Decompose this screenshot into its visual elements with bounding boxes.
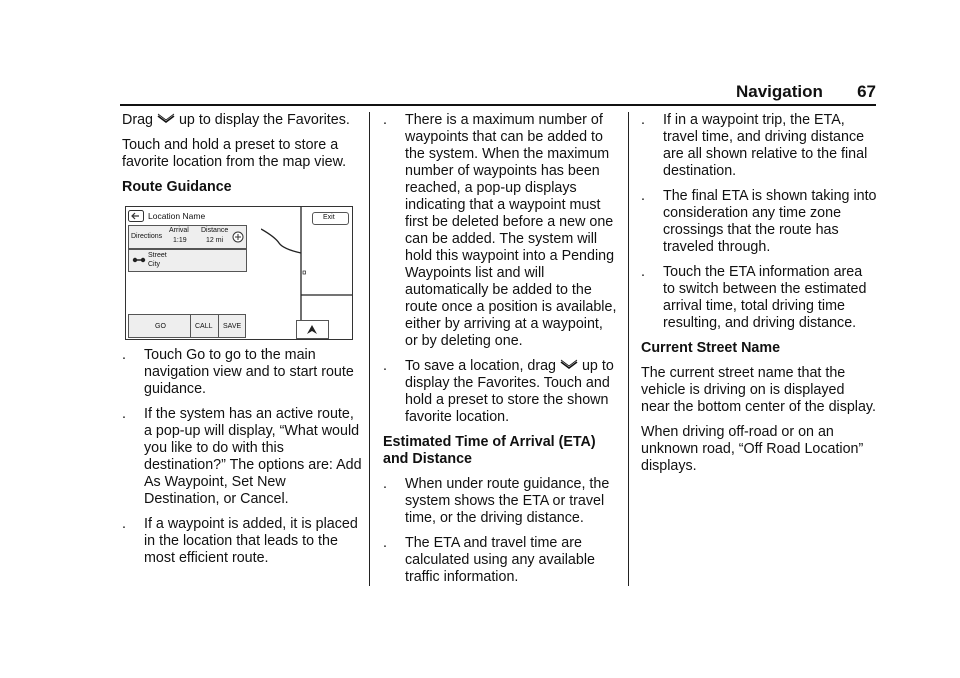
list-item-text: To save a location, drag — [405, 358, 557, 374]
save-label: SAVE — [223, 323, 242, 330]
page-number: 67 — [857, 82, 876, 101]
arrival-value: 1:19 — [173, 237, 187, 244]
bullet: . — [122, 347, 126, 363]
list-item — [122, 406, 362, 508]
list-item — [641, 112, 877, 180]
bullet: . — [641, 112, 645, 128]
list-item — [122, 516, 362, 567]
street-label: Street — [148, 252, 167, 259]
list-item-text: If the system has an active route, a pop-up will display, “What would you like to do with this destination?” The options are: Add As Waypoint, Set New Destination, or Cancel. — [144, 406, 362, 507]
exit-label: Exit — [323, 214, 335, 221]
eta-info-area[interactable] — [128, 225, 247, 249]
list-item-text: The ETA and travel time are calculated using any available traffic information. — [405, 535, 595, 585]
column-divider — [628, 112, 629, 586]
column-1-bullets — [122, 347, 362, 575]
header-rule — [120, 104, 876, 106]
add-icon[interactable] — [232, 231, 244, 243]
drag-handle-icon — [157, 113, 175, 125]
go-label: GO — [155, 323, 166, 330]
vehicle-position-marker — [296, 320, 329, 339]
heading-current-street: Current Street Name — [641, 340, 781, 356]
arrival-label: Arrival — [169, 227, 189, 234]
distance-label: Distance — [201, 227, 229, 234]
bullet: . — [122, 516, 126, 532]
section-title: Navigation — [736, 82, 823, 101]
location-name: Location Name — [148, 211, 206, 221]
distance-value: 12 mi — [206, 237, 224, 244]
save-button[interactable] — [218, 314, 246, 338]
city-label: City — [148, 261, 161, 268]
list-item — [383, 476, 619, 527]
text: Drag — [122, 112, 153, 128]
column-1 — [122, 112, 362, 204]
list-item — [641, 188, 877, 256]
route-guidance-screen — [125, 206, 353, 340]
list-item — [383, 535, 619, 586]
paragraph-drag — [122, 112, 362, 129]
bullet: . — [383, 358, 387, 374]
paragraph-preset: Touch and hold a preset to store a favorite location from the map view. — [122, 137, 347, 170]
call-button[interactable] — [190, 314, 219, 338]
list-item-text: Touch Go to go to the main navigation view and to start route guidance. — [144, 347, 354, 397]
list-item-text: If in a waypoint trip, the ETA, travel time, and driving distance are all shown relative to the final destination. — [663, 112, 868, 179]
go-button[interactable] — [128, 314, 192, 338]
paragraph-off-road: When driving off-road or on an unknown road, “Off Road Location” displays. — [641, 424, 864, 474]
list-item-text: If a waypoint is added, it is placed in the location that leads to the most efficient route. — [144, 516, 358, 566]
exit-button[interactable] — [312, 212, 349, 225]
list-item — [122, 347, 362, 398]
bullet: . — [641, 264, 645, 280]
text: up to display the Favorites. — [178, 112, 350, 128]
directions-label: Directions — [131, 233, 163, 240]
list-item — [641, 264, 877, 332]
list-item-text: When under route guidance, the system shows the ETA or travel time, or the driving distance. — [405, 476, 610, 526]
column-2 — [383, 112, 619, 594]
paragraph-street-name: The current street name that the vehicle is driving on is displayed near the bottom center of the display. — [641, 365, 876, 415]
list-item-text: There is a maximum number of waypoints that can be added to the system. When the maximum number of waypoints has been reached, a pop-up displays indicating that a waypoint must first be deleted before a new one can be added. The system will hold this waypoint into a Pending Waypoints list and will automatically be added to the route once a position is available, either by arriving at a waypoint, or by deleting one. — [405, 112, 617, 349]
bullet: . — [122, 406, 126, 422]
heading-eta: Estimated Time of Arrival (ETA) and Distance — [383, 434, 596, 467]
bullet: . — [383, 476, 387, 492]
bullet: . — [641, 188, 645, 204]
bullet: . — [383, 535, 387, 551]
list-item-text: The final ETA is shown taking into consideration any time zone crossings that the route has traveled through. — [663, 188, 877, 255]
route-icon — [132, 256, 146, 264]
vehicle-arrow-icon — [307, 325, 317, 334]
heading-route-guidance: Route Guidance — [122, 179, 232, 195]
list-item-text: up to display the Favorites. Touch and hold a preset to store the shown favorite location. — [405, 358, 614, 425]
list-item — [383, 112, 619, 350]
column-3 — [641, 112, 877, 483]
call-label: CALL — [195, 323, 213, 330]
back-arrow-icon[interactable] — [128, 210, 144, 222]
column-divider — [369, 112, 370, 586]
list-item-text: Touch the ETA information area to switch between the estimated arrival time, total driving time resulting, and driving distance. — [663, 264, 867, 331]
bullet: . — [383, 112, 387, 128]
drag-handle-icon — [560, 359, 578, 371]
street-item[interactable] — [128, 249, 247, 272]
list-item — [383, 358, 619, 426]
page-header — [736, 82, 876, 104]
